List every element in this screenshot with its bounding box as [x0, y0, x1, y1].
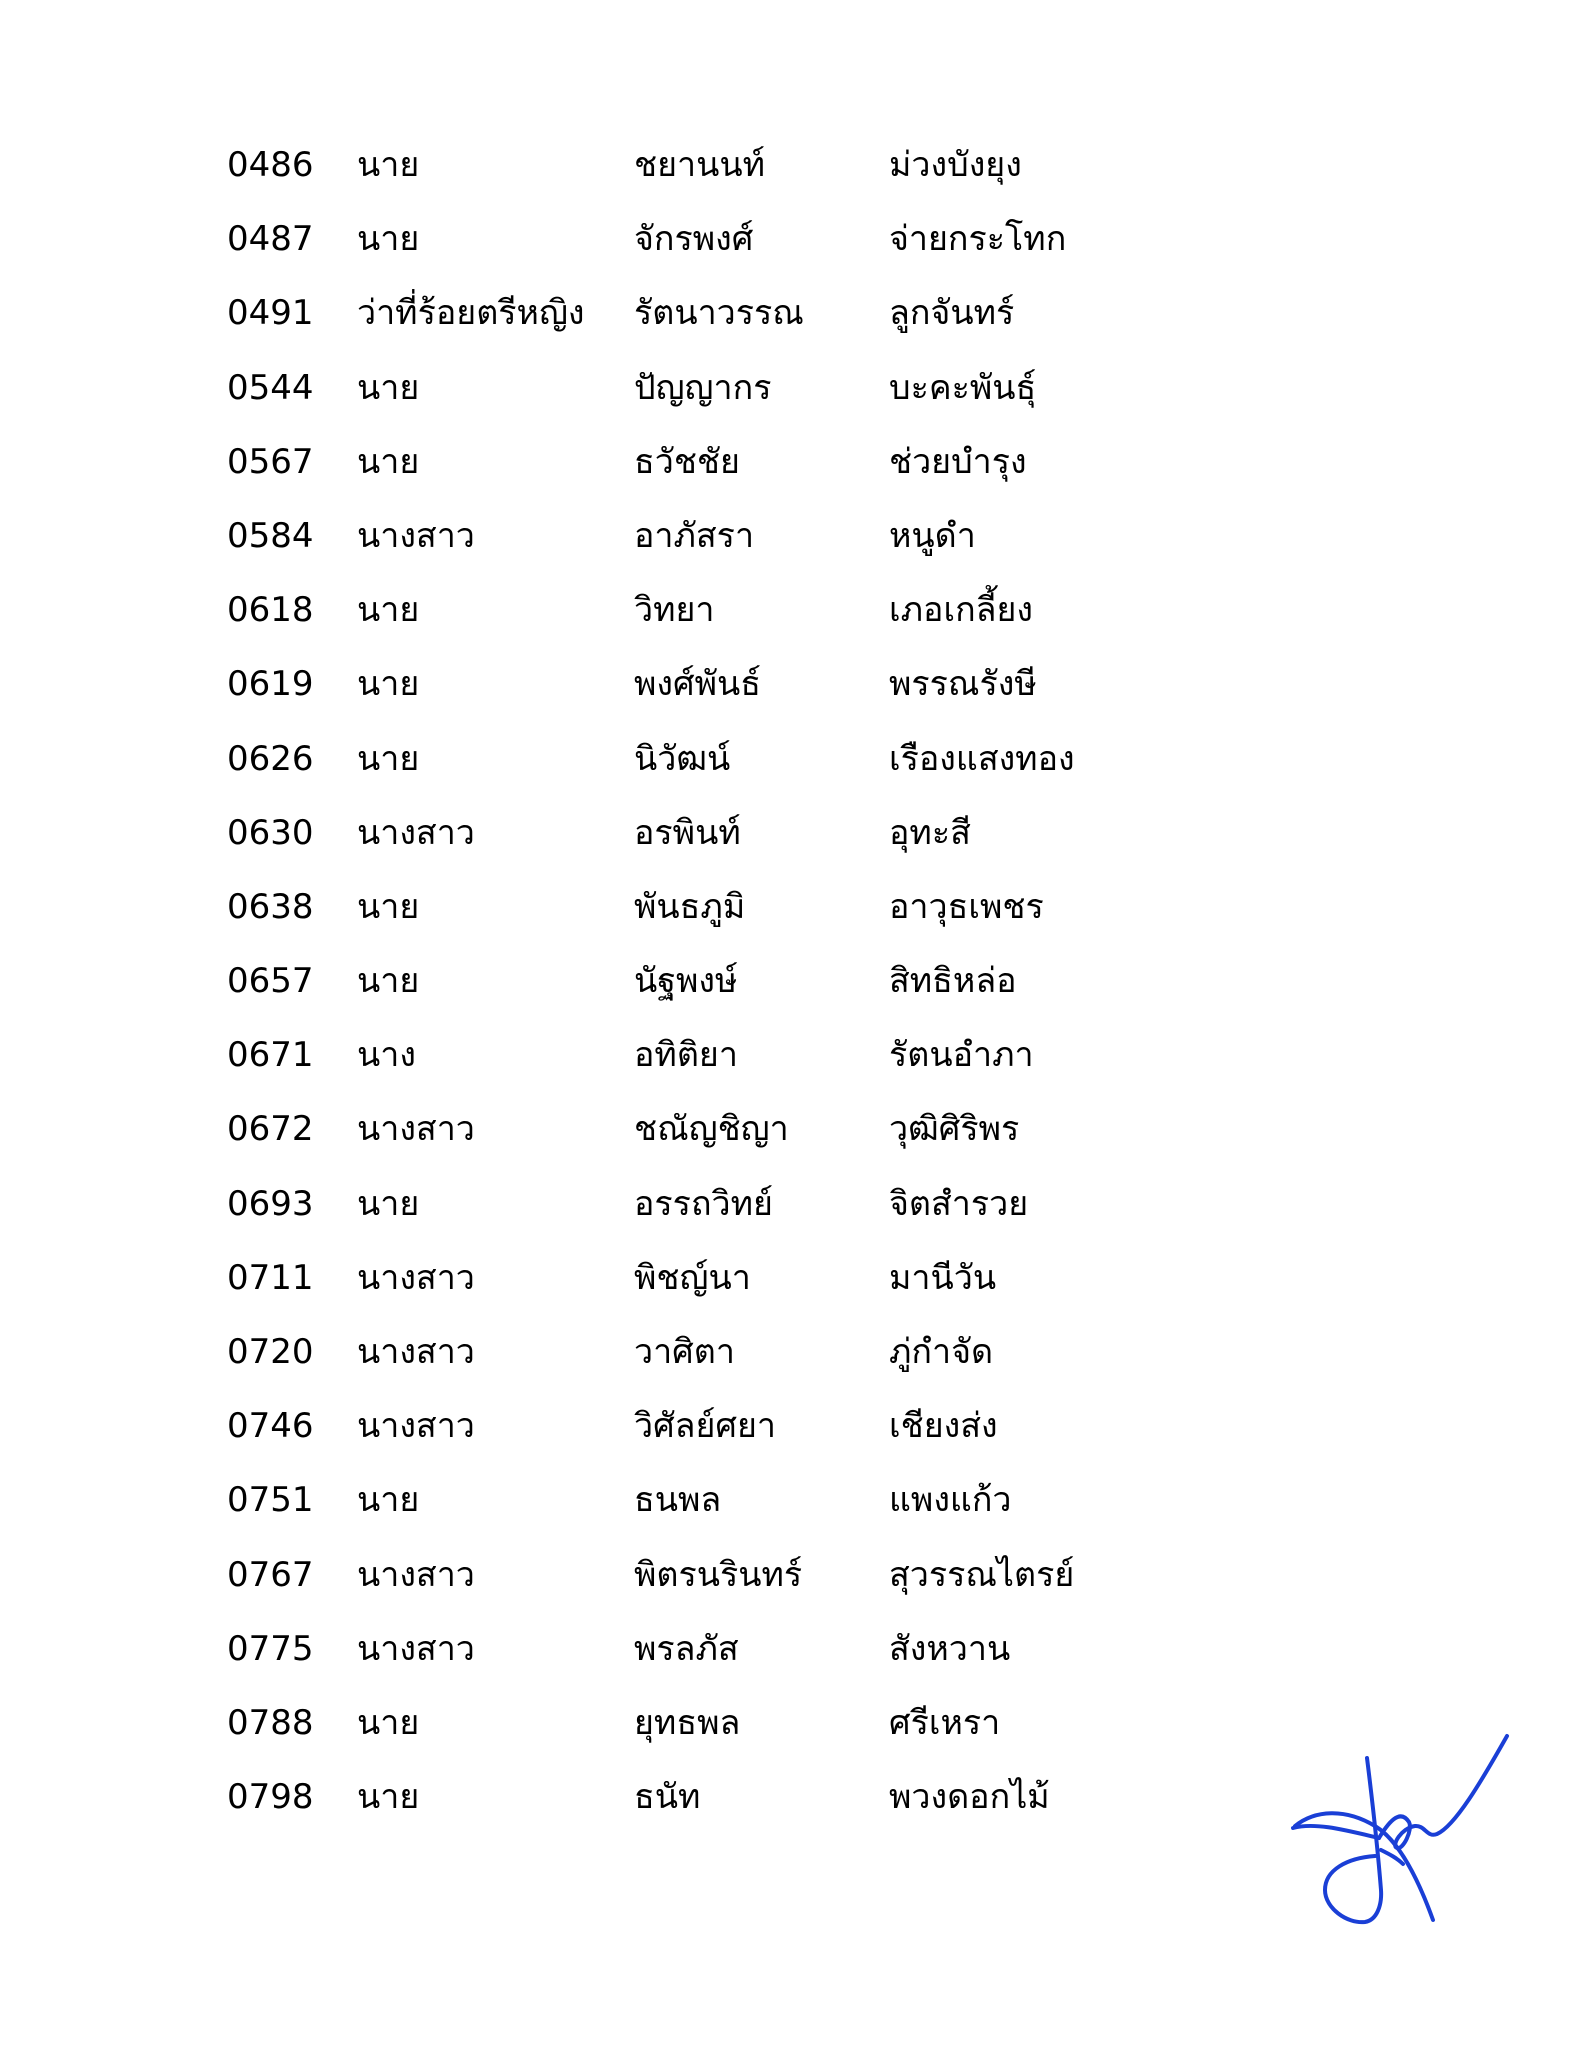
row-last-name: พวงดอกไม้ [889, 1777, 1050, 1818]
row-title: นางสาว [357, 1406, 475, 1447]
row-number: 0775 [227, 1628, 314, 1669]
row-last-name: สังหวาน [889, 1628, 1011, 1669]
row-number: 0626 [227, 738, 314, 779]
row-title: นาย [357, 1777, 420, 1818]
list-row [227, 1241, 1227, 1315]
row-number: 0788 [227, 1702, 314, 1743]
list-row [227, 944, 1227, 1018]
row-first-name: อทิติยา [634, 1035, 738, 1076]
row-first-name: ยุทธพล [634, 1702, 741, 1743]
list-row [227, 1463, 1227, 1537]
row-number: 0487 [227, 219, 314, 260]
list-row [227, 1760, 1227, 1834]
list-row [227, 1538, 1227, 1612]
row-title: นาย [357, 664, 420, 705]
row-number: 0584 [227, 515, 314, 556]
row-last-name: วุฒิศิริพร [889, 1109, 1020, 1150]
list-row [227, 499, 1227, 573]
row-title: นาย [357, 1480, 420, 1521]
row-number: 0657 [227, 961, 314, 1002]
list-row [227, 425, 1227, 499]
list-row [227, 1092, 1227, 1166]
row-first-name: ธวัชชัย [634, 441, 740, 482]
list-row [227, 1018, 1227, 1092]
row-last-name: เชียงส่ง [889, 1406, 998, 1447]
row-number: 0630 [227, 812, 314, 853]
row-number: 0544 [227, 367, 314, 408]
row-title: นางสาว [357, 812, 475, 853]
row-number: 0619 [227, 664, 314, 705]
row-first-name: อาภัสรา [634, 515, 755, 556]
row-first-name: ธนพล [634, 1480, 722, 1521]
row-last-name: เภอเกลี้ยง [889, 590, 1034, 631]
row-last-name: หนูดำ [889, 515, 976, 556]
list-row [227, 722, 1227, 796]
row-first-name: วาศิตา [634, 1332, 735, 1372]
row-number: 0618 [227, 590, 314, 631]
name-list [227, 128, 1227, 1834]
row-first-name: พรลภัส [634, 1628, 739, 1669]
row-title: นางสาว [357, 515, 475, 556]
row-first-name: นัฐพงษ์ [634, 961, 738, 1002]
row-title: นาย [357, 961, 420, 1002]
row-first-name: พิชญ์นา [634, 1257, 751, 1298]
row-first-name: พิตรนรินทร์ [634, 1554, 803, 1595]
list-row [227, 202, 1227, 276]
signature-stroke [1293, 1826, 1379, 1838]
row-first-name: ชยานนท์ [634, 145, 765, 185]
row-first-name: นิวัฒน์ [634, 738, 731, 779]
row-title: นาย [357, 367, 420, 408]
row-first-name: รัตนาวรรณ [634, 293, 804, 334]
list-row [227, 1167, 1227, 1241]
row-last-name: ภู่กำจัด [889, 1332, 994, 1372]
signature-stroke [1379, 1736, 1507, 1848]
row-first-name: วิศัลย์ศยา [634, 1406, 777, 1447]
row-title: นางสาว [357, 1109, 475, 1150]
list-row [227, 1315, 1227, 1389]
row-title: นางสาว [357, 1554, 475, 1595]
row-number: 0638 [227, 886, 314, 927]
row-last-name: สิทธิหล่อ [889, 961, 1017, 1002]
row-first-name: ธนัท [634, 1777, 701, 1818]
row-title: นาย [357, 145, 420, 185]
row-last-name: เรืองแสงทอง [889, 738, 1075, 779]
row-last-name: ม่วงบังยุง [889, 145, 1022, 185]
row-last-name: รัตนอำภา [889, 1035, 1034, 1076]
row-first-name: วิทยา [634, 590, 715, 631]
row-title: นางสาว [357, 1628, 475, 1669]
list-row [227, 1389, 1227, 1463]
row-title: ว่าที่ร้อยตรีหญิง [357, 293, 585, 334]
row-last-name: ลูกจันทร์ [889, 293, 1015, 334]
row-number: 0720 [227, 1332, 314, 1372]
row-title: นาย [357, 219, 420, 260]
row-last-name: จิตสำรวย [889, 1183, 1029, 1224]
list-row [227, 870, 1227, 944]
row-first-name: จักรพงศ์ [634, 219, 754, 260]
row-number: 0491 [227, 293, 314, 334]
row-number: 0751 [227, 1480, 314, 1521]
list-row [227, 351, 1227, 425]
row-last-name: อุทะสี [889, 812, 971, 853]
signature-strokes [1293, 1736, 1507, 1922]
row-title: นาง [357, 1035, 416, 1076]
list-row [227, 796, 1227, 870]
list-row [227, 647, 1227, 721]
row-first-name: อรพินท์ [634, 812, 741, 853]
row-title: นาย [357, 738, 420, 779]
row-last-name: ศรีเหรา [889, 1702, 1001, 1743]
list-row [227, 1612, 1227, 1686]
list-row [227, 276, 1227, 350]
row-last-name: บะคะพันธุ์ [889, 367, 1037, 408]
row-first-name: อรรถวิทย์ [634, 1183, 773, 1224]
row-first-name: ปัญญากร [634, 367, 772, 408]
signature [1285, 1730, 1515, 1930]
row-number: 0798 [227, 1777, 314, 1818]
list-row [227, 128, 1227, 202]
row-last-name: มานีวัน [889, 1257, 997, 1298]
row-number: 0567 [227, 441, 314, 482]
row-number: 0486 [227, 145, 314, 185]
row-last-name: ช่วยบำรุง [889, 441, 1027, 482]
row-title: นาย [357, 886, 420, 927]
row-first-name: พันธภูมิ [634, 886, 746, 927]
row-first-name: ชณัญชิญา [634, 1109, 789, 1150]
row-last-name: แพงแก้ว [889, 1480, 1012, 1521]
row-number: 0671 [227, 1035, 314, 1076]
list-row [227, 573, 1227, 647]
signature-stroke [1295, 1813, 1433, 1920]
row-title: นาย [357, 1183, 420, 1224]
row-title: นางสาว [357, 1332, 475, 1372]
row-number: 0672 [227, 1109, 314, 1150]
row-first-name: พงศ์พันธ์ [634, 664, 762, 705]
row-title: นาย [357, 441, 420, 482]
row-title: นาย [357, 1702, 420, 1743]
row-title: นาย [357, 590, 420, 631]
row-title: นางสาว [357, 1257, 475, 1298]
row-last-name: อาวุธเพชร [889, 886, 1044, 927]
list-row [227, 1686, 1227, 1760]
row-number: 0746 [227, 1406, 314, 1447]
row-number: 0711 [227, 1257, 314, 1298]
signature-stroke [1325, 1758, 1381, 1922]
row-last-name: สุวรรณไตรย์ [889, 1554, 1075, 1595]
row-last-name: จ่ายกระโทก [889, 219, 1067, 260]
row-number: 0693 [227, 1183, 314, 1224]
row-last-name: พรรณรังษี [889, 664, 1037, 705]
row-number: 0767 [227, 1554, 314, 1595]
